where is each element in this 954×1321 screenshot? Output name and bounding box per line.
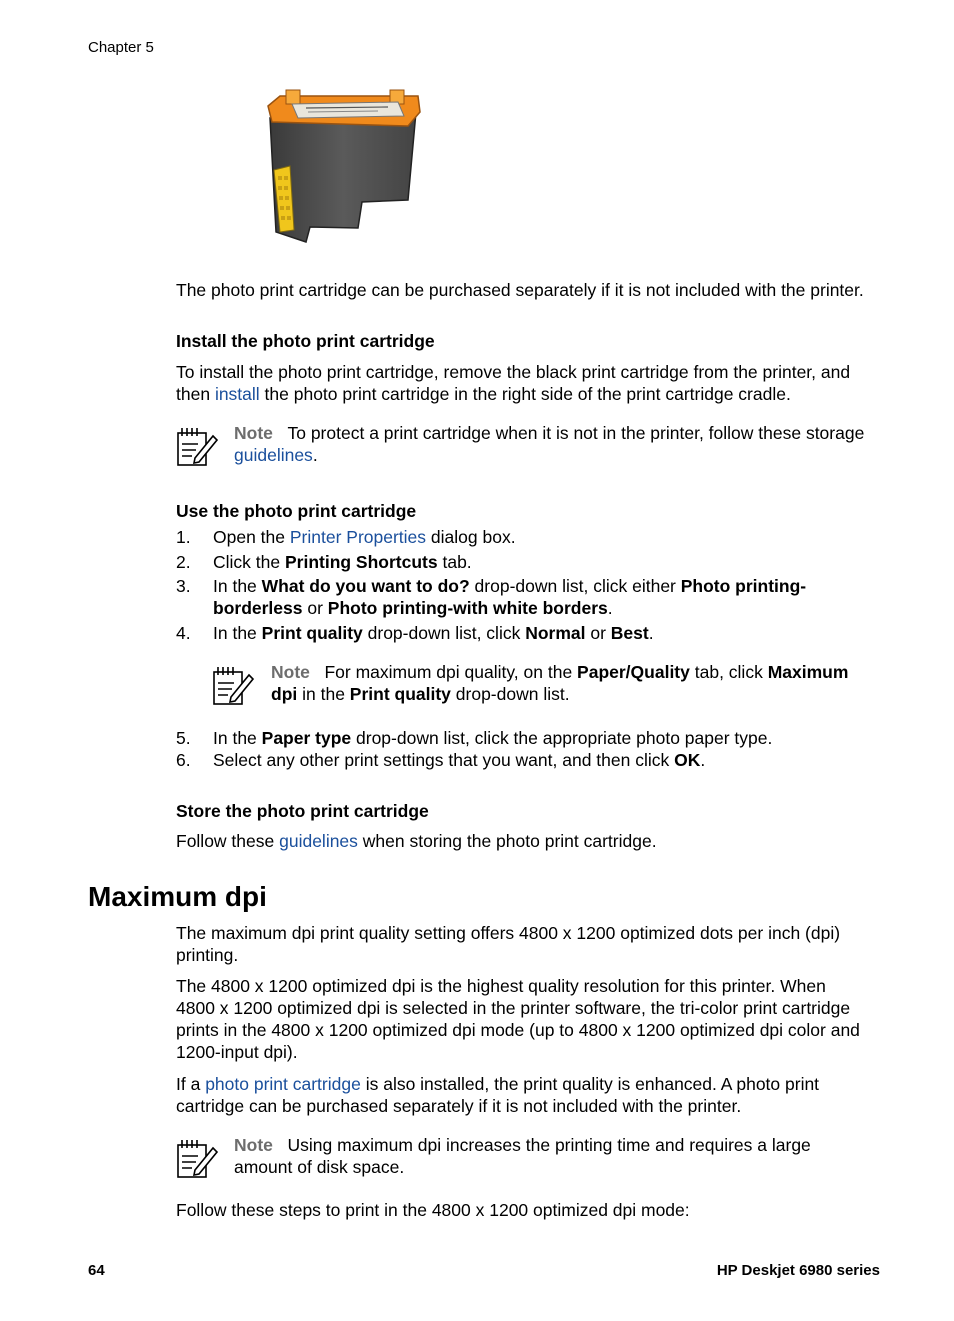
product-name: HP Deskjet 6980 series <box>716 1262 880 1279</box>
printer-properties-link[interactable]: Printer Properties <box>289 527 427 547</box>
store-heading: Store the photo print cartridge <box>176 801 429 821</box>
use-note: Note For maximum dpi quality, on the Paper/Quality tab, click Maximum dpi in the Print quality drop-down list. <box>271 662 849 704</box>
chapter-header: Chapter 5 <box>88 39 154 56</box>
install-paragraph: To install the photo print cartridge, remove the black print cartridge from the printer, and then install the photo print cartridge in the right side of the print cartridge cradle. <box>176 362 851 404</box>
install-link[interactable]: install <box>214 384 260 404</box>
install-note: Note To protect a print cartridge when it is not in the printer, follow these storage guidelines. <box>234 423 865 465</box>
note-pencil-icon <box>175 424 219 468</box>
photo-print-cartridge-image <box>258 82 426 248</box>
maxdpi-paragraph-2: The 4800 x 1200 optimized dpi is the highest quality resolution for this printer. When 4800 x 1200 optimized dpi is selected in the printer software, the tri-color print cartridge prints in the 4800 x 1200 optimized dpi mode (up to 4800 x 1200 optimized dpi color and 1200-input dpi). <box>176 976 860 1062</box>
guidelines-link[interactable]: guidelines <box>279 831 358 851</box>
list-item: 3. In the What do you want to do? drop-down list, click either Photo printing- borderless or Photo printing-with white borders. <box>176 576 807 618</box>
maxdpi-paragraph-1: The maximum dpi print quality setting offers 4800 x 1200 optimized dots per inch (dpi) printing. <box>176 923 841 965</box>
maxdpi-paragraph-3: If a photo print cartridge is also installed, the print quality is enhanced. A photo print cartridge can be purchased separately if it is not included with the printer. <box>176 1074 820 1116</box>
use-heading: Use the photo print cartridge <box>176 501 417 521</box>
follow-steps-paragraph: Follow these steps to print in the 4800 x 1200 optimized dpi mode: <box>176 1200 690 1220</box>
store-paragraph: Follow these guidelines when storing the photo print cartridge. <box>176 831 657 851</box>
maxdpi-note: Note Using maximum dpi increases the printing time and requires a large amount of disk space. <box>234 1135 811 1177</box>
note-pencil-icon <box>211 663 255 707</box>
note-pencil-icon <box>175 1136 219 1180</box>
install-heading: Install the photo print cartridge <box>176 331 435 351</box>
intro-paragraph: The photo print cartridge can be purchased separately if it is not included with the printer. <box>176 280 864 300</box>
guidelines-link[interactable]: guidelines <box>234 445 313 465</box>
page-number: 64 <box>88 1262 105 1279</box>
maximum-dpi-heading: Maximum dpi <box>88 881 267 912</box>
photo-print-cartridge-link[interactable]: photo print cartridge <box>205 1074 361 1094</box>
